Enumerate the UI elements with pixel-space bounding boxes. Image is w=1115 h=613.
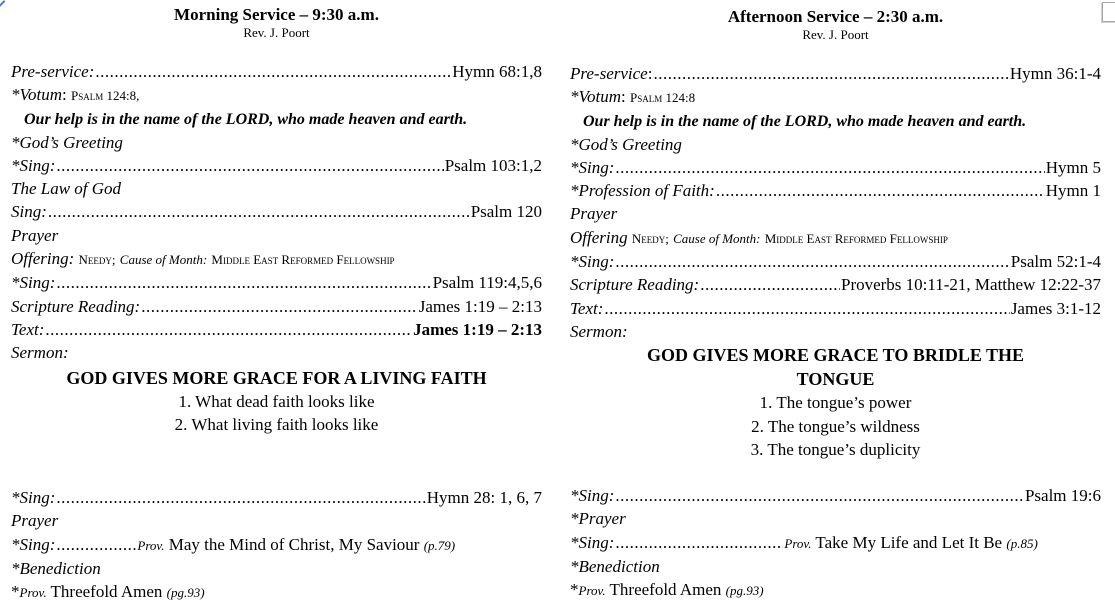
morning-service-column: [11, 0, 542, 605]
morning-service-title: Morning Service – 9:30 a.m.: [174, 5, 379, 24]
afternoon-text-row: Text: ..... James 3:1-12: [570, 297, 1101, 320]
dot-leader: [56, 154, 443, 177]
dot-leader: [615, 484, 1024, 507]
morning-votum-response: Our help is in the name of the LORD, who made heaven and earth.: [24, 110, 468, 128]
afternoon-sermon-label: Sermon:: [570, 321, 628, 341]
morning-closing-sing-row: *Sing: ..... Prov. May the Mind of Christ, My Saviour (p.79): [11, 533, 542, 557]
sermon-point: 1. The tongue’s power: [759, 393, 912, 413]
afternoon-benediction: *Benediction: [570, 557, 660, 577]
morning-law: The Law of God: [11, 179, 122, 199]
dot-leader: [716, 179, 1045, 202]
morning-sermon-title: GOD GIVES MORE GRACE FOR A LIVING FAITH: [66, 367, 487, 388]
preservice-value: Hymn 68:1,8: [452, 62, 542, 81]
dot-leader: [604, 297, 1009, 320]
morning-votum-row: *Votum: Psalm 124:8,: [11, 85, 140, 105]
afternoon-scripture-row: Scripture Reading: ..... Proverbs 10:11-21, Matthew 12:22-37: [570, 273, 1101, 296]
morning-sing-row: *Sing: ..... Psalm 103:1,2: [11, 154, 542, 177]
sermon-point: 3. The tongue’s duplicity: [750, 439, 921, 459]
closing-song-title: Take My Life and Let It Be: [815, 532, 1003, 552]
sermon-point: 1. What dead faith looks like: [178, 391, 375, 411]
dot-leader: [56, 486, 425, 509]
text-cursor-mark-icon: [0, 0, 8, 8]
dot-leader: [56, 271, 431, 294]
dot-leader: [48, 200, 470, 223]
afternoon-sing-row: *Sing: ..... Psalm 52:1-4: [570, 250, 1101, 273]
afternoon-service-column: [570, 0, 1101, 603]
afternoon-sermon-title: GOD GIVES MORE GRACE TO BRIDLE THE TONGUE: [646, 345, 1025, 390]
afternoon-votum-response: Our help is in the name of the LORD, who made heaven and earth.: [583, 112, 1027, 130]
preservice-label: Pre-service:: [11, 62, 95, 81]
afternoon-amen-row: *Prov. Threefold Amen (pg.93): [570, 580, 764, 600]
dot-leader: [700, 273, 840, 296]
afternoon-minister: Rev. J. Poort: [802, 27, 869, 42]
morning-prayer: Prayer: [11, 511, 59, 531]
morning-amen-row: *Prov. Threefold Amen (pg.93): [11, 582, 205, 602]
afternoon-sing-row: *Sing: ..... Psalm 19:6: [570, 484, 1101, 507]
page-corner-icon: [1102, 2, 1115, 22]
dot-leader: [615, 156, 1044, 179]
dot-leader: [615, 250, 1009, 273]
afternoon-offering-row: Offering Needy; Cause of Month: Middle East Reformed Fellowship: [570, 227, 948, 247]
afternoon-service-title: Afternoon Service – 2:30 a.m.: [727, 7, 944, 26]
afternoon-greeting: *God’s Greeting: [570, 134, 682, 154]
morning-preservice-row: [11, 60, 542, 83]
afternoon-closing-sing-row: *Sing: ..... Prov. Take My Life and Let It Be (p.85): [570, 531, 1101, 555]
morning-sing-row: Sing: ..... Psalm 120: [11, 200, 542, 223]
morning-sing-row: *Sing: ..... Hymn 28: 1, 6, 7: [11, 486, 542, 509]
morning-sermon-label: Sermon:: [11, 343, 69, 363]
sermon-point: 2. The tongue’s wildness: [751, 416, 920, 436]
sermon-point: 2. What living faith looks like: [174, 414, 379, 434]
morning-minister: Rev. J. Poort: [243, 25, 310, 40]
morning-text-row: Text: ..... James 1:19 – 2:13: [11, 318, 542, 341]
afternoon-preservice-row: Pre-service: ..... Hymn 36:1-4: [570, 62, 1101, 85]
afternoon-prayer: Prayer: [570, 204, 618, 224]
afternoon-votum-row: *Votum: Psalm 124:8: [570, 87, 696, 107]
dot-leader: [45, 318, 412, 341]
offering-cause: Middle East Reformed Fellowship: [211, 252, 395, 268]
morning-greeting: *God’s Greeting: [11, 132, 123, 152]
dot-leader: [615, 531, 783, 554]
votum-label: *Votum: [11, 85, 62, 105]
dot-leader: [141, 295, 418, 318]
dot-leader: [56, 533, 136, 556]
votum-ref: Psalm 124:8,: [70, 88, 140, 104]
morning-benediction: *Benediction: [11, 559, 101, 579]
dot-leader: [653, 62, 1008, 85]
afternoon-sing-row: *Sing: ..... Hymn 5: [570, 156, 1101, 179]
morning-offering-row: Offering: Needy; Cause of Month: Middle East Reformed Fellowship: [11, 249, 395, 269]
morning-sing-row: *Sing: ..... Psalm 119:4,5,6: [11, 271, 542, 294]
closing-song-title: May the Mind of Christ, My Saviour: [168, 534, 420, 554]
afternoon-prayer: *Prayer: [570, 509, 626, 529]
dot-leader: [95, 60, 451, 83]
afternoon-profession-row: *Profession of Faith: ..... Hymn 1: [570, 179, 1101, 202]
morning-scripture-row: Scripture Reading: ..... James 1:19 – 2:13: [11, 295, 542, 318]
morning-prayer: Prayer: [11, 225, 59, 245]
